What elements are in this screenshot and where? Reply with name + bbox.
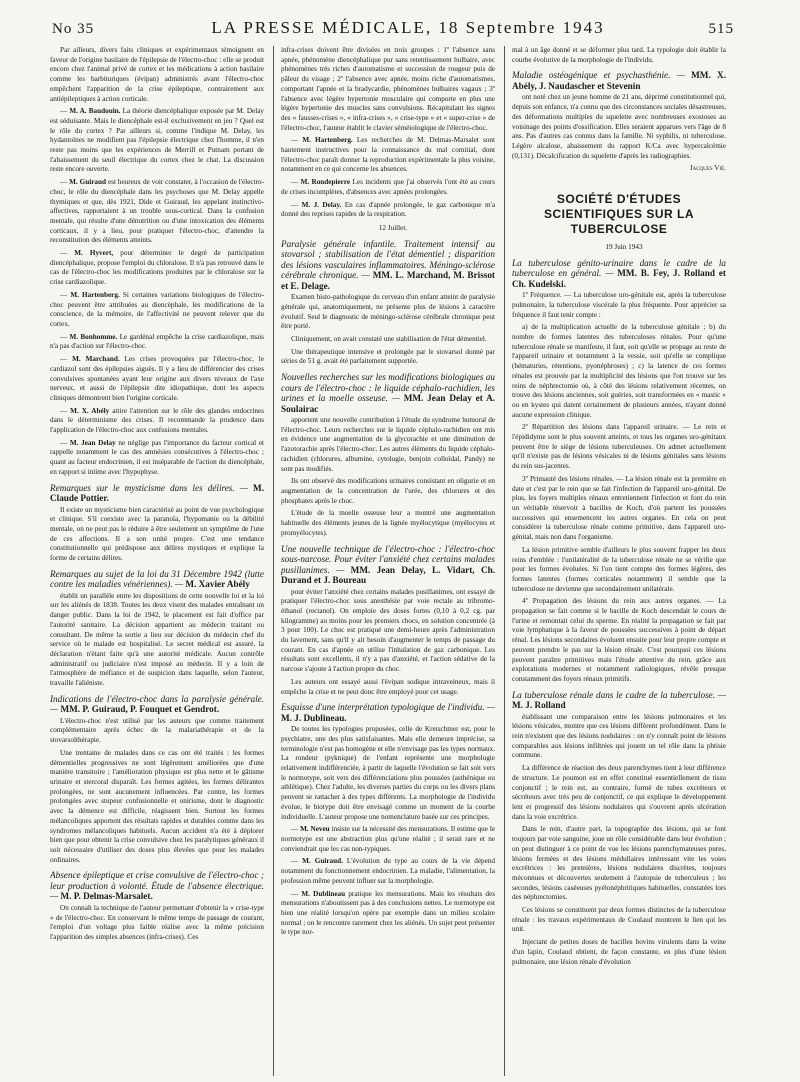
column-1 [50,46,264,1076]
signature: Jacques Vié. [689,164,726,173]
section-heading: Remarques au sujet de la loi du 31 Décembre 1942 (lutte contre les maladies vénériennes). — M. Xavier Abély [50,568,264,590]
paragraph: Par ailleurs, divers faits cliniques et expérimentaux témoignent en faveur de l'origine basilaire de l'épilepsie de l'électro-choc : elle se produit encore chez l'animal privé de cortex et les médications à action basilaire comme les barbituriques (évipan) administrés avant l'électro-choc empêchent l'apparition de la crise épileptique, contrairement aux antiépileptiques à action corticale. [50,46,264,103]
speaker: M. Bonhomme. [69,332,118,341]
section-heading: Maladie ostéogénique et psychasthénie. — MM. X. Abély, J. Naudascher et Stevenin [512,70,726,91]
paragraph: La différence de réaction des deux parenchymes tient à leur différence de structure. Le poumon est en effet constitué essentiellement de tissu conjonctif ; le rein est, au contraire, formé de tubes excréteurs et sécréteurs avec très peu de conjonctif, ce qui explique le développement lent et progressif des lésions nodulaires qui s'ouvrent après ulcération dans la voie excrétrice. [512,764,726,821]
paragraph: — M. Dublineau pratique les mensurations. Mais les résultats des mensurations n'aboutissent pas à des conclusions nettes. Le normotype est bien une réalité lorsqu'on opère par exemple dans un milieu scolaire normal ; on le rencontre rarement chez les aliénés. Un sujet peut présenter le type nor- [281,889,495,937]
section-heading: Esquisse d'une interprétation typologique de l'individu. — M. J. Dublineau. [281,702,495,723]
column-3 [512,46,726,1076]
speaker: M. Hyvert, [74,249,114,258]
paragraph: Cliniquement, on avait constaté une stabilisation de l'état démentiel. [291,334,487,343]
paragraph: — M. Marchand. Les crises provoquées par l'électro-choc, le cardiazol sont des épilepsies aiguës. Il y a lieu de différencier des crises convulsives spontanées ayant leur origine aux divers niveaux de l'axe nerveux, et aussi de l'épilepsie dite idiopathique, dont les aspects cliniques démontrent bien l'origine corticale. [50,355,264,402]
paragraph: Ils ont observé des modifications urinaires consistant en oligurie et en augmentation de la concentration de l'urée, des chlorures et des phosphates après le choc. [281,477,495,505]
section-heading: Absence épileptique et crise convulsive de l'électro-choc ; leur production à volonté. Étude de l'absence électrique. — M. P. Delmas-Marsalet. [50,870,264,902]
paragraph: — M. Neveu insiste sur la nécessité des mensurations. Il estime que le normotype est une abstraction plus qu'une réalité ; il serait rare et ne conviendrait que les cas non-typiques. [281,825,495,853]
paragraph: — M. Guiraud est heureux de voir constater, à l'occasion de l'électro-choc, le rôle du diencéphale dans les psychoses que M. Delay appelle thymiques et que, dès 1921, Dide et Guiraud, les appelant instinctivo-affectives, rapportaient à un trouble sous-cortical. Dans la confusion mentale, qui résulte d'une dénutrition ou d'une intoxication des éléments corticaux, il y a lieu, pour pratiquer l'électro-choc, d'attendre la reconstitution des éléments atteints. [50,178,264,245]
speaker: M. Hartenberg. [302,136,353,145]
paragraph: Les auteurs ont essayé aussi l'évipan sodique intraveineux, mais il empêche la crise et ne peut donc être employé pour cet usage. [281,677,495,696]
paragraph: pour éviter l'anxiété chez certains malades pusillanimes, ont essayé de pratiquer l'électro-choc sous anesthésie par voie rectale au tribromo-éthanol (rectanol). On emploie des doses fortes (0,10 à 0,2 cg. par kilogramme) au moins pour les premiers chocs, en solution concentrée (à 3 pour 100). Le choc est pratiqué une demi-heure après l'administration du lavement, sans qu'il y ait besoin d'augmenter le temps de passage du courant. En cas d'apnée on utilise l'inhalation de gaz carbonique. Les résultats sont excellents, il n'y a pas d'anxiété, et l'action sédative de la narcose s'ajoute à l'action propre du choc. [281,587,495,674]
paragraph: établit un parallèle entre les dispositions de cette nouvelle loi et la loi sur les aliénés de 1838. Toutes les deux visent des malades entraînant un danger public. Dans la loi de 1942, le placement est fait d'office par l'autorité sanitaire. La décision appartient au médecin traitant ou consultant. De même la sortie a lieu sur décision du médecin chef du service où le malade est hospitalisé. Le secret médical est assuré, la déclaration n'étant faite qu'à une autorité médicale. Aucun contrôle administratif ou judiciaire n'est imposé au médecin. Il y a loin de l'atmosphère de méfiance et de suspicion dans laquelle, selon l'auteur, travaille l'aliéniste. [50,591,264,688]
speaker: M. X. Abély [70,406,110,415]
paragraph: établissant une comparaison entre les lésions pulmonaires et les lésions vésicales, montre que ces lésions diffèrent profondément. Dans le rein n'existent que des lésions nodulaires : on n'y connaît point de lésions comparables aux lésions infiltrées qui jouent un tel rôle dans la phtisie commune. [512,712,726,760]
speaker: M. Marchand. [72,355,120,364]
paragraph: — M. Hyvert, pour déterminer le degré de participation diencéphalique, propose l'emploi du chloralose. Il n'a pas retrouvé dans le cas de l'électro-choc les modifications produites par le chloralose sur la crise cardiazolique. [50,249,264,287]
paragraph: 3º Primauté des lésions rénales. — La lésion rénale est la première en date et c'est par le rein que se fait l'infection de l'appareil uro-génital. De plus, les foyers multiples rénaux entretiennent l'infection et font du rein un véritable réservoir à bacilles de Koch, d'où partent les poussées successives qui ensemencent les autres organes. En cela on peut considérer la tuberculose rénale comme primitive, dans l'appareil uro-génital, mais non dans l'organisme. [512,474,726,542]
speaker: M. J. Delay. [301,200,342,209]
paragraph: Il existe un mysticisme bien caractérisé au point de vue psychologique et clinique. S'il coexiste avec la paranoïa, l'hypomanie ou la débilité mentale, on ne peut pas le réduire à être seulement un symptôme de l'une de ces affections. Il a son unité propre. C'est une tendance constitutionnelle qui prédispose aux délires mystiques et explique la forme de certains délires. [50,505,264,563]
paragraph: — M. Rondepierre Les incidents que j'ai observés l'ont été au cours de crises incomplètes, d'absences avec apnées prolongées. [281,178,495,196]
paragraph: apportent une nouvelle contribution à l'étude du syndrome humoral de l'électro-choc. Leurs recherches sur le liquide céphalo-rachidien ont mis en évidence une augmentation de la glycorachie et une diminution de l'azotorachie après l'électro-choc. Les autres éléments du liquide céphalo-rachidien (chlorures, albumine, cytologie, benjoin colloïdal, Pandy) ne sont pas modifiés. [281,416,495,473]
column-2 [281,46,495,1076]
paragraph: — M. A. Baudouin. La théorie diencéphalique exposée par M. Delay est séduisante. Mais le diencéphale est-il exclusivement en jeu ? Quel est le rôle du cortex ? Par ailleurs si, comme l'indique M. Delay, les hydantoïnes ne modifient pas l'épilepsie électrique chez l'homme, il n'en reste pas moins que les expériences de Merrill et Putnam portant de l'abaissement du seuil électrique du cortex chez le chat. La discussion reste encore ouverte. [50,107,264,174]
issue-number: No 35 [52,21,95,37]
paragraph: — M. J. Delay. En cas d'apnée prolongée, le gaz carbonique m'a donné des reprises rapides de la respiration. [281,200,495,219]
society-title: SOCIÉTÉ D'ÉTUDES SCIENTIFIQUES SUR LA TUBERCULOSE [543,192,694,237]
speaker: M. Guiraud. [302,857,343,866]
section-heading: La tuberculose génito-urinaire dans le cadre de la tuberculose en général. — MM. B. Fey, J. Rolland et Ch. Kudelski. [512,257,726,289]
paragraph: Examen histo-pathologique du cerveau d'un enfant atteint de paralysie générale qui, anatomiquement, ne présente plus de lésions à caractère évolutif. Seul le diagnostic de méningo-sclérose cérébrale chronique peut être porté. [281,293,495,331]
paragraph: Une thérapeutique intensive et prolongée par le stovarsol donné par séries de 51 g. avait été parfaitement supportée. [281,347,495,366]
paragraph: De toutes les typologies proposées, celle de Kretschmer est, pour le psychiatre, une des plus satisfaisantes. Mais elle demeure imprécise, sa terminologie n'est pas homogène et elle n'envisage pas les types normaux. La rondeur (pyknique) de l'enfant représente une morphologie relativement indifférenciée, à partir de laquelle l'évolution se fait soit vers le normotype, soit vers des différenciations plus poussées (asthénique ou athlétique). Chez l'adulte, les diverses parties du corps ou les divers plans peuvent se rattacher à des types différents. La morphologie de l'individu évolue, le biotype doit être envisagé comme un moment de la courbe individuelle. L'auteur propose une nomenclature basée sur ces principes. [281,725,495,821]
page-number: 515 [708,21,734,37]
section-heading: Paralysie générale infantile. Traitement intensif au stovarsol ; stabilisation de l'état démentiel ; disparition des lésions vasculaires inflammatoires. Méningo-sclérose cérébrale chronique. — MM. L. Marchand, M. Brissot et E. Delage. [281,238,495,291]
journal-title: LA PRESSE MÉDICALE, 18 Septembre 1943 [211,18,605,37]
paragraph: infra-crises doivent être divisées en trois groupes : 1º l'absence sans apnée, phénomène diencéphalique pur sans retentissement bulbaire, avec phénomènes très riches d'automatisme et succession de rougeur puis de pâleur du visage ; 2º l'absence avec apnée, moins riche d'automatismes, comportant l'apnée et la bradycardie, phénomènes bulbaires vagaux ; 3º l'absence avec légère hypertonie musculaire qui comporte en plus une légère hypertonie des muscles sans convulsions. Récapitulant les signes des « fausses-crises », « infra-crises », « crise-type » et « super-crise » de l'électro-choc, l'auteur établit le clavier séméiologique de l'électro-choc. [281,46,495,132]
paragraph: mal à un âge donné et se déformer plus tard. La typologie doit établir la courbe évolutive de la morphologie de l'individu. [512,46,726,64]
paragraph: On connaît la technique de l'auteur permettant d'obtenir la « crise-type » de l'électro-choc. En conservant le même temps de passage de courant, l'emploi d'un voltage plus faible réalise avec la même précision l'apparition des simples absences (infra-crises). Ces [50,903,264,941]
paragraph: Une trentaine de malades dans ce cas ont été traités : les formes démentielles progressives ne sont légèrement améliorées que d'une manière transitoire ; l'amélioration physique est plus nette et le gâtisme urinaire et stercoral disparaît. Les formes agitées, les formes délirantes prolongées, ne sont aucunement influencées. Par contre, les formes prolongées avec stupeur confusionnelle et onirisme, dont le diagnostic avec la démence est difficile, réagissent bien. Surtout les formes mélancoliques apportent des résultats rapides et durables comme dans les syndromes mélancoliques habituels. Aucun accident n'a été à déplorer bien que pour obtenir la crise convulsive chez les paralytiques généraux il soit nécessaire d'utiliser des doses plus élevées que pour les malades ordinaires. [50,748,264,864]
section-heading: Remarques sur le mysticisme dans les délires. — M. Claude Pottier. [50,482,264,504]
paragraph: — M. X. Abély attire l'attention sur le rôle des glandes endocrines dans le déterminisme des crises. Il recommande la prudence dans l'application de l'électro-choc aux confusions mentales. [50,406,264,435]
paragraph: — M. Bonhomme. Le gardénal empêche la crise cardiazolique, mais n'a pas d'action sur l'électro-choc. [50,332,264,351]
paragraph: Ces lésions se constituent par deux formes distinctes de la tuberculose rénale : les travaux expérimentaux de Coulaud montrent le lien qui les unit. [512,906,726,934]
paragraph: L'électro-choc n'est utilisé par les auteurs que comme traitement complémentaire après échec de la malariathérapie et de la stovarsolthérapie. [50,716,264,745]
speaker: M. Dublineau [301,889,346,898]
paragraph: L'étude de la moelle osseuse leur a montré une augmentation habituelle des éléments jeunes de la lignée myélocytique (myélocytes et promyélocytes). [281,509,495,537]
paragraph: Dans le rein, d'autre part, la topographie des lésions, qui se font toujours par voie sanguine, joue un rôle considérable dans leur évolution ; on peut distinguer à ce point de vue les lésions parenchymateuses pures, lésions fermées et des lésions médullaires intéressant vite les voies excrétrices : les premières, lésions nodulaires discrètes, toujours méconnues et découvertes seulement à l'autopsie de tuberculeux ; les secondes, lésions caséeuses pyélonéphritiques habituelles, constatées lors des néphrectomies. [512,825,726,902]
paragraph: — M. Hartenberg. Les recherches de M. Delmas-Marsalet sont hautement instructives pour la connaissance du mal comitial, dont l'électro-choc paraît donner la reproduction expérimentale la plus voisine, notamment en ce qui concerne les absences. [281,136,495,174]
paragraph: — M. Jean Delay ne néglige pas l'importance du facteur cortical et rappelle notamment le cas des amnésies consécutives à l'électro-choc ; quant au facteur endocrinien, il est inséparable de l'action du diencéphale, en rapport si intime avec l'hypophyse. [50,438,264,476]
paragraph: Injectant de petites doses de bacilles bovins virulents dans la veine d'un lapin, Coulaud obtient, de façon constante, en plus d'une lésion pulmonaire, une lésion rénale d'évolution [512,938,726,966]
speaker: M. A. Baudouin. [69,107,121,116]
paragraph: 1º Fréquence. — La tuberculose uro-génitale est, après la tuberculose pulmonaire, la tuberculose viscérale la plus fréquente. Pour apprécier sa fréquence il faut tenir compte : [512,291,726,319]
page-header [52,18,734,40]
paragraph: — M. Hartenberg. Si certaines variations biologiques de l'électro-choc peuvent être attribuées au diencéphale, les modifications de la conscience, de la mémoire, de l'affectivité ne peuvent relever que du cortex. [50,290,264,328]
speaker: M. Guiraud [69,178,107,187]
speaker: M. Hartenberg. [70,290,120,299]
paragraph: ont noté chez un jeune homme de 21 ans, déprimé constitutionnel qui, depuis son enfance, n'a connu que des circonstances sociales désastreuses, des déformations multiples du squelette avec nombreuses exostoses au voisinage des points d'ossification. Elles seraient apparues vers l'âge de 8 ans. Pas d'autres cas connus dans la famille. Ni syphilis, ni tuberculose. Légère alcalose, abaissement du rapport K/Ca avec hypercalcémie (0,131). Décalcification du squelette d'après les radiographies. [512,93,726,160]
paragraph: — M. Guiraud. L'évolution du type au cours de la vie dépend notamment du fonctionnement endocrinien. La maladie, l'alimentation, la profession même peuvent influer sur la morphologie. [281,857,495,885]
session-date: 19 Juin 1943 [605,243,643,252]
section-heading: Nouvelles recherches sur les modifications biologiques au cours de l'électro-choc : le liquide céphalo-rachidien, les urines et la moelle osseuse. — MM. Jean Delay et A. Soulairac [281,372,495,414]
session-date: 12 Juillet. [378,223,408,232]
paragraph: 2º Répartition des lésions dans l'appareil urinaire. — Le rein et l'épididyme sont le plus souvent atteints, et tous les organes uro-génitaux peuvent être le siège de lésions tuberculeuses. On admet actuellement qu'il n'existe pas de lésions vésicales ni de lésions génitales sans lésions du rein sus-jacentes. [512,423,726,471]
paragraph: La lésion primitive semble d'ailleurs le plus souvent frapper les deux reins d'emblée : l'unilatéralité de la tuberculose rénale ne se vérifie que pour les formes évoluées. Si l'on tient compte des formes légères, des formes latentes (formes corticales notamment) il semble que la tuberculose ne devienne que secondairement unilatérale. [512,545,726,593]
speaker: M. Neveu [300,825,330,834]
speaker: M. Jean Delay [69,438,116,447]
paragraph: a) de la multiplication actuelle de la tuberculose génitale ; b) du nombre de formes latentes des tuberculoses rénales. Pour qu'une tuberculose rénale se manifeste, il faut, soit qu'elle se propage au reste de l'appareil urinaire et notamment à la vessie, soit qu'elle se complique (hématuries, rétentions, pyonéphroses) ; c) la latence de ces formes rénales est prouvée par la multiplicité des lésions que l'on trouve sur les reins de néphrectomie où, à côté des lésions relativement récentes, on trouve des lésions anciennes, soit guéries, soit transformées en « mastic » ou en kystes qui datent certainement de plusieurs années, n'ayant donné aucune expression clinique. [512,323,726,419]
speaker: M. Rondepierre [300,178,351,187]
section-heading: Indications de l'électro-choc dans la paralysie générale. — MM. P. Guiraud, P. Fouquet et Gendrot. [50,693,264,715]
section-heading: Une nouvelle technique de l'électro-choc : l'électro-choc sous-narcose. Pour éviter l'anxiété chez certains malades pusillanimes. — MM. Jean Delay, L. Vidart, Ch. Durand et J. Boureau [281,543,495,586]
section-heading: La tuberculose rénale dans le cadre de la tuberculose. — M. J. Rolland [512,689,726,711]
paragraph: 4º Propagation des lésions du rein aux autres organes. — La propagation se fait comme si le bacille de Koch descendait le cours de l'urine et remontait celui du sperme. En réalité la propagation se fait par voie lymphatique à la faveur de poussées successives à point de départ rénal. Les lésions secondaires évoluent ensuite pour leur propre compte et peuvent prendre le pas sur la lésion rénale. C'est pourquoi ces lésions peuvent paraître primitives mais l'étude attentive du rein, grâce aux explorations modernes et notamment radiologiques, révèle presque constamment des foyers rénaux primitifs. [512,597,726,683]
columns [50,46,726,1076]
